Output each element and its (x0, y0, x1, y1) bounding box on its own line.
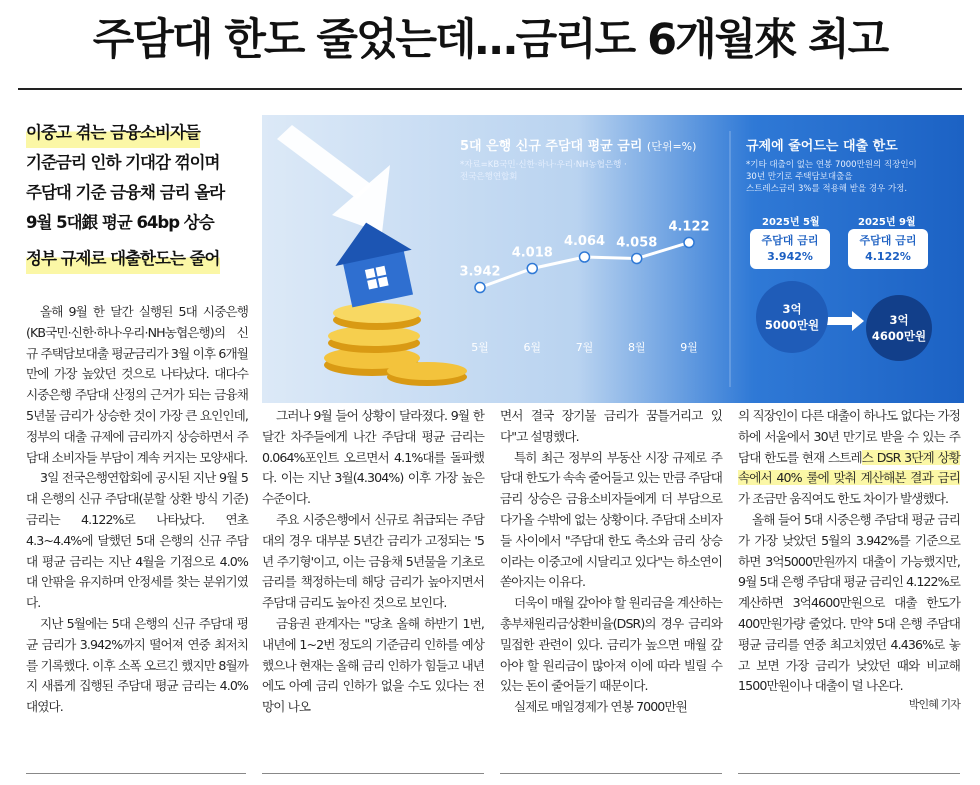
x-tick-label: 8월 (627, 341, 646, 354)
right-panel-title: 규제에 줄어드는 대출 한도 (746, 139, 898, 154)
x-tick-label: 6월 (523, 341, 542, 354)
sep-box-value: 4.122% (865, 250, 911, 263)
limit-before-circle (756, 281, 828, 353)
data-point (580, 252, 590, 262)
paragraph: 특히 최근 정부의 부동산 시장 규제로 주담대 한도가 속속 줄어들고 있는 만큼 주담대 금리 상승은 금융소비자들에게 더 부담으로 다가올 수밖에 없는 상황이다. 주담대 소비자들 사이에서 "주담대 한도 축소와 금리 상승이라는 이중고에 시달리고 있다"는 하소연이 쏟아지는 이유다. (500, 449, 722, 590)
paragraph: 올해 9월 한 달간 실행된 5대 시중은행(KB국민·신한·하나·우리·NH농협은행)의 신규 주택담보대출 평균금리가 3월 이후 6개월 만에 가장 높았던 것으로 나타났다. 대다수 시중은행 주담대 산정의 근거가 되는 금융채 5년물 금리가 상승한 것이 가장 큰 요인인데, 정부의 대출 규제에 금리까지 상승하면서 주담대 소비자들 부담이 계속 커지는 모양새다. (26, 304, 248, 465)
subhead-5: 정부 규제로 대출한도는 줄어 (26, 244, 220, 274)
paragraph: 더욱이 매월 갚아야 할 원리금을 계산하는 총부채원리금상환비율(DSR)의 경우 금리와 밀접한 관련이 있다. 금리가 높으면 매월 갚아야 할 원리금이 많아져 이에 따라 빌릴 수 있는 돈이 줄어들기 때문이다. (500, 595, 722, 694)
limit-after-line-2: 4600만원 (871, 329, 927, 343)
subheads (26, 118, 256, 274)
paragraph-text: 의 직장인이 다른 대출이 하나도 없다는 가정하에 서울에서 30년 만기로 받을 수 있는 주담대 한도를 현재 스트레 (738, 408, 960, 465)
headline: 주담대 한도 줄었는데…금리도 6개월來 최고 (92, 15, 888, 65)
paragraph: 지난 5월에는 5대 은행의 신규 주담대 평균 금리가 3.942%까지 떨어져 연중 최저치를 기록했다. 이후 소폭 오르긴 했지만 8월까지 새롭게 집행된 주담대 평균 금리는 4.0%대였다. (26, 615, 248, 715)
data-label: 4.122 (668, 219, 710, 235)
paragraph: 금융권 관계자는 "당초 올해 하반기 1번, 내년에 1~2번 정도의 기준금리 인하를 예상했으나 현재는 올해 금리 인하가 힘들고 내년에도 아예 금리 인하가 없을 수도 있다는 전망이 나오 (262, 615, 484, 715)
paragraph: 실제로 매일경제가 연봉 7000만원 (514, 699, 687, 715)
chart-title-text: 5대 은행 신규 주담대 평균 금리 (460, 139, 643, 154)
highlighted-text: 스 DSR 3단계 상황 속에서 40% 룰에 맞춰 계산해본 결과 금리 (738, 449, 960, 486)
article-column-4 (738, 406, 960, 716)
x-tick-label: 9월 (680, 341, 698, 354)
infographic (262, 115, 964, 403)
footer-rule (262, 773, 484, 774)
sep-rate-box (848, 229, 928, 269)
paragraph: 주요 시중은행에서 신규로 취급되는 주담대의 경우 대부분 5년간 금리가 고정되는 '5년 주기형'이고, 이는 금융채 5년물을 기초로 금리를 책정하는데 해당 금리가 높아지면서 주담대 금리도 높아진 것으로 보인다. (262, 511, 484, 611)
paragraph: 3일 전국은행연합회에 공시된 지난 9월 5대 은행의 신규 주담대(분할 상환 방식 기준) 금리는 4.122%로 나타났다. 연초 4.3~4.4%에 달했던 5대 은행의 신규 주담대 평균 금리는 지난 4월을 기점으로 4.0%대 안팎을 유지하며 안정세를 찾는 분위기였다. (26, 470, 248, 611)
sep-box-title: 주담대 금리 (859, 234, 917, 247)
right-panel-note (746, 159, 956, 195)
data-point (475, 283, 485, 293)
headline-rule (18, 88, 962, 90)
x-tick-label: 5월 (471, 341, 489, 354)
right-note-line-2: 30년 만기로 주택담보대출을 (746, 172, 853, 182)
paragraph: 그러나 9월 들어 상황이 달라졌다. 9월 한 달간 차주들에게 나간 주담대 평균 금리는 0.064%포인트 오르면서 4.1%대를 돌파했다. 이는 지난 3월(4.304%) 이후 가장 높은 수준이다. (262, 408, 484, 507)
chart-note-line-1: *자료=KB국민·신한·하나·우리·NH농협은행 · (460, 160, 627, 170)
sep-label: 2025년 9월 (858, 217, 916, 228)
data-point (632, 254, 642, 264)
footer-rule (26, 773, 246, 774)
paragraph: 면서 결국 장기물 금리가 꿈틀거리고 있다"고 설명했다. (500, 408, 722, 444)
limit-after-line-1: 3억 (889, 313, 909, 327)
paragraph-text: 가 조금만 움직여도 한도 차이가 발생했다. (738, 491, 949, 507)
data-label: 4.064 (563, 234, 606, 249)
byline: 박인혜 기자 (908, 698, 960, 712)
article-column-3 (500, 406, 722, 718)
subhead-2: 기준금리 인하 기대감 꺾이며 (26, 153, 220, 172)
data-label: 4.058 (616, 235, 658, 251)
subhead-4: 9월 5대銀 평균 64bp 상승 (26, 213, 214, 232)
subhead-1: 이중고 겪는 금융소비자들 (26, 118, 200, 148)
may-box-title: 주담대 금리 (761, 234, 819, 247)
data-point (684, 238, 694, 248)
limit-before-line-1: 3억 (782, 302, 802, 316)
x-tick-label: 7월 (575, 341, 594, 354)
limit-after-circle (866, 295, 932, 361)
paragraph (738, 406, 960, 510)
may-rate-box (750, 229, 830, 269)
may-label: 2025년 5월 (762, 217, 820, 228)
right-note-line-1: *기타 대출이 없는 연봉 7000만원의 직장인이 (746, 160, 917, 170)
footer-rule (500, 773, 722, 774)
chart-note-line-2: 전국은행연합회 (460, 172, 518, 182)
chart-unit: (단위=%) (646, 140, 697, 153)
article-column-1 (26, 302, 248, 718)
footer-rule (738, 773, 960, 774)
right-note-line-3: 스트레스금리 3%를 적용해 받을 경우 가정. (746, 184, 908, 194)
subhead-3: 주담대 기준 금융채 금리 올라 (26, 183, 225, 202)
data-point (527, 264, 537, 274)
may-box-value: 3.942% (767, 250, 813, 263)
limit-before-line-2: 5000만원 (764, 318, 820, 332)
article-column-2 (262, 406, 484, 718)
paragraph: 올해 들어 5대 시중은행 주담대 평균 금리가 가장 낮았던 5월의 3.942%를 기준으로 하면 3억5000만원까지 대출이 가능했지만, 9월 5대 은행 주담대 평균 금리인 4.122%로 계산하면 3억4600만원으로 대출 한도가 400만원가량 줄었다. 만약 5대 은행 주담대 평균 금리를 연중 최고치였던 4.436%로 놓고 보면 가장 금리가 낮았던 때와 비교해 1500만원이나 대출이 덜 나온다. (738, 511, 960, 694)
data-label: 3.942 (459, 264, 501, 280)
data-label: 4.018 (511, 245, 553, 261)
